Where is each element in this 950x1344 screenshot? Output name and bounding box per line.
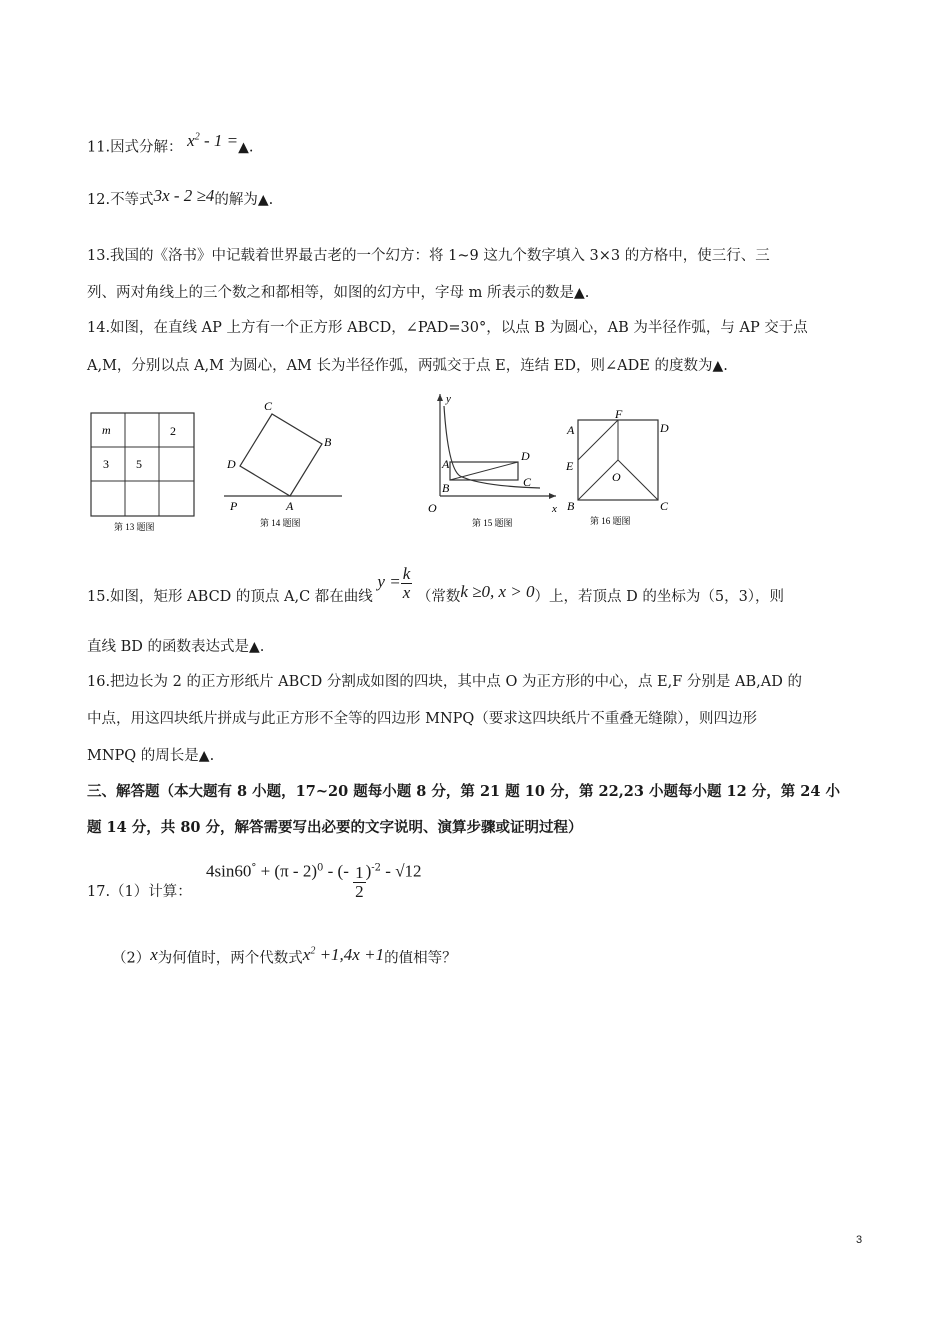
point-label: B [324, 435, 332, 449]
figure-15 [420, 388, 570, 532]
question-14-line2: A,M，分别以点 A,M 为圆心，AM 长为半径作弧，两弧交于点 E，连结 ED，则∠ADE 的度数为▲. [87, 358, 728, 374]
q11-number: 11. [87, 139, 111, 156]
question-16-line2: 中点，用这四块纸片拼成与此正方形不全等的四边形 MNPQ（要求这四块纸片不重叠无缝隙），则四边形 [87, 711, 758, 727]
question-13-line2: 列、两对角线上的三个数之和都相等，如图的幻方中，字母 m 所表示的数是▲. [87, 285, 590, 301]
page-number: 3 [856, 1234, 863, 1246]
axis-label: y [446, 393, 451, 405]
question-16-line1: 16.把边长为 2 的正方形纸片 ABCD 分割成如图的四块，其中点 O 为正方形的中心，点 E,F 分别是 AB,AD 的 [87, 674, 802, 690]
q11-expression: $x^2 - 1$ = [187, 130, 239, 150]
question-17-part1-expression: 4sin60° + (π - 2)$^0$ - (- $\frac{1}{2}$ )$^{-2}$ - √12 [206, 861, 422, 901]
answer-marker: ▲ [249, 639, 260, 655]
point-label: A [442, 457, 450, 471]
grid-cell: 3 [103, 457, 109, 471]
point-label: C [264, 399, 273, 413]
answer-marker: ▲ [712, 358, 724, 374]
question-16-line3: MNPQ 的周长是▲. [87, 748, 215, 764]
axis-label: x [552, 503, 557, 515]
q12-expression: 3x - 2 ≥4 [153, 186, 215, 205]
point-label: C [523, 475, 532, 489]
figure-caption: 第 14 题图 [260, 518, 301, 528]
q15-fraction: $\frac{k}{x}$ [402, 563, 411, 602]
magic-square-grid [88, 410, 200, 534]
point-label: D [660, 421, 669, 435]
answer-marker: ▲ [257, 192, 269, 208]
point-label: E [566, 459, 574, 473]
point-label: D [521, 449, 530, 463]
section-3-heading-line1: 三、解答题（本大题有 8 小题，17~20 题每小题 8 分，第 21 题 10 分，第 22,23 小题每小题 12 分，第 24 小 [87, 783, 841, 800]
square-on-line-diagram [218, 392, 354, 532]
point-label: O [428, 501, 437, 515]
point-label: A [567, 423, 575, 437]
section-3-heading-line2: 题 14 分，共 80 分，解答需要写出必要的文字说明、演算步骤或证明过程） [87, 819, 583, 836]
question-17-part1-label: 17.（1）计算： [87, 884, 192, 900]
q15-y-equals: y = [377, 572, 401, 591]
point-label: A [286, 499, 294, 513]
figure-caption: 第 15 题图 [472, 518, 513, 528]
answer-marker: ▲ [198, 748, 210, 764]
hyperbola-rectangle-diagram [420, 388, 570, 532]
question-17-part2: （2）x为何值时，两个代数式$x^2 +1,4x +1$的值相等？ [112, 944, 457, 967]
question-15-line1: 15.如图，矩形 ABCD 的顶点 A,C 都在曲线 y = $\frac{k}{x}$ （常数k ≥0, x > 0）上，若顶点 D 的坐标为（5，3），则 [87, 563, 785, 605]
point-label: P [230, 499, 238, 513]
point-label: D [227, 457, 236, 471]
grid-cell: m [102, 423, 111, 437]
answer-marker: ▲ [238, 139, 249, 156]
point-label: F [615, 408, 623, 421]
grid-cell: 2 [170, 424, 176, 438]
question-11: 11.因式分解： $x^2 - 1$ =▲. [87, 130, 254, 156]
question-12: 12.不等式3x - 2 ≥4的解为▲. [87, 186, 274, 208]
question-15-line2: 直线 BD 的函数表达式是▲. [87, 639, 265, 655]
figure-caption: 第 16 题图 [590, 516, 631, 526]
q11-text: 因式分解： [110, 139, 183, 156]
figure-14 [218, 392, 354, 532]
square-dissection-diagram [560, 408, 672, 532]
point-label: O [612, 470, 621, 484]
figure-16 [560, 408, 672, 532]
point-label: C [660, 499, 669, 513]
question-14-line1: 14.如图，在直线 AP 上方有一个正方形 ABCD，∠PAD=30°，以点 B 为圆心，AB 为半径作弧，与 AP 交于点 [87, 320, 808, 336]
grid-cell: 5 [136, 457, 142, 471]
q15-condition: k ≥0, x > 0 [460, 582, 535, 601]
figure-13 [88, 410, 200, 534]
point-label: B [567, 499, 575, 513]
point-label: B [442, 481, 450, 495]
answer-marker: ▲ [573, 285, 585, 301]
figure-caption: 第 13 题图 [114, 522, 155, 532]
question-13-line1: 13.我国的《洛书》中记载着世界最古老的一个幻方：将 1~9 这九个数字填入 3×3 的方格中，使三行、三 [87, 248, 770, 264]
